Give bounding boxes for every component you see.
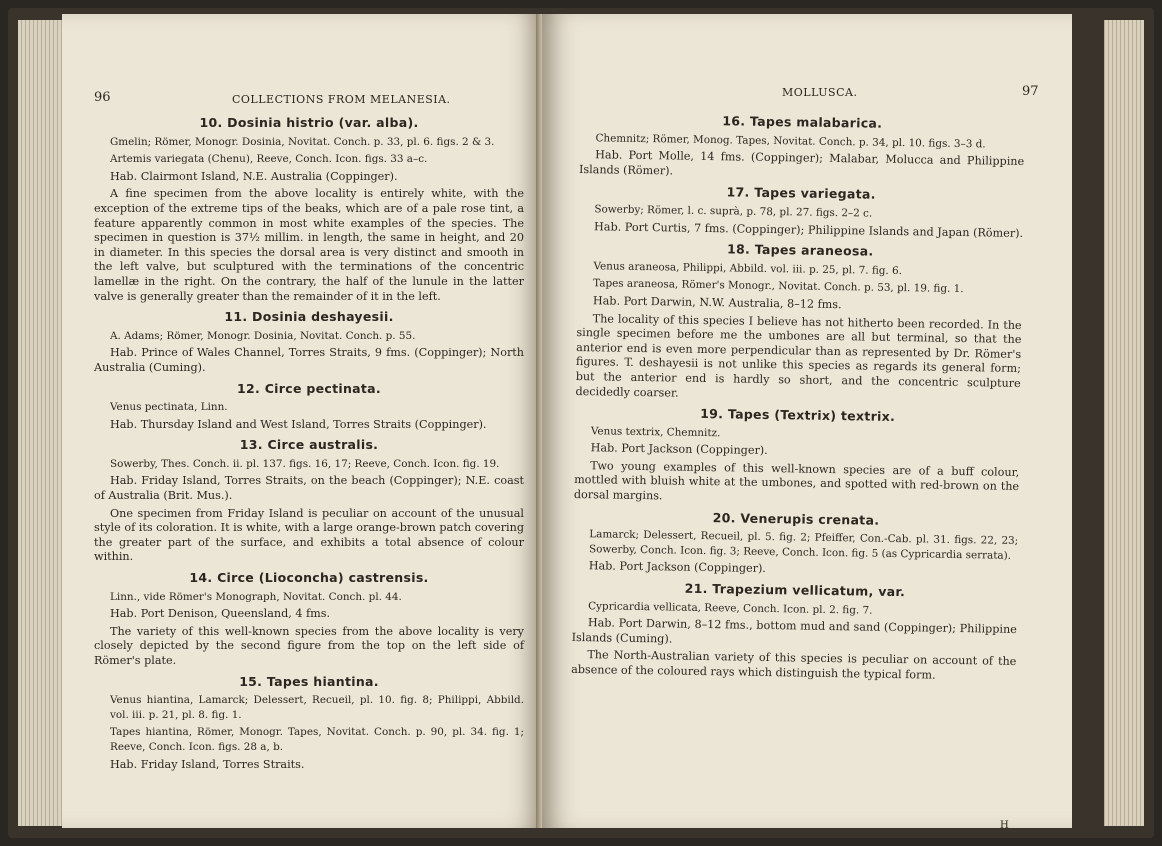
- synonymy-reference: Venus pectinata, Linn.: [110, 401, 228, 414]
- left-page-edges: [18, 20, 66, 826]
- synonymy-reference: Gmelin; Römer, Monogr. Dosinia, Novitat. Conch. p. 33, pl. 6. figs. 2 & 3.: [110, 135, 495, 148]
- description-paragraph: A fine specimen from the above locality is entirely white, with the exception of the extreme tips of the beaks, which are of a pale rose tint, a feature apparently common in most white examples of the species. The specimen in question is 37½ millim. in length, the same in height, and 20 in diameter. In this species the dorsal area is very distinct and smooth in the left valve, but sculptured with the terminations of the concentric lamellæ in the right. On the contrary, the half of the lunule in the latter valve is generally greater than the remainder of it in the left.: [94, 187, 524, 303]
- synonymy-reference: Lamarck; Delessert, Recueil, pl. 5. fig. 2; Pfeiffer, Con.-Cab. pl. 31. figs. 22, 23; Sowerby, Conch. Icon. fig. 3; Reeve, Conch. Icon. fig. 5 (as Cypricardia serrata).: [588, 528, 1019, 562]
- right-page: [542, 14, 1072, 828]
- synonymy-reference: Venus hiantina, Lamarck; Delessert, Recueil, pl. 10. fig. 8; Philippi, Abbild. vol. iii. p. 21, pl. 8. fig. 1.: [110, 694, 524, 721]
- species-heading: 18. Tapes araneosa.: [726, 241, 874, 259]
- right-page-edges: [1104, 20, 1144, 826]
- habitat-line: Hab. Friday Island, Torres Straits.: [110, 757, 305, 771]
- habitat-line: Hab. Port Curtis, 7 fms. (Coppinger); Philippine Islands and Japan (Römer).: [594, 219, 1024, 240]
- signature-mark: H: [1000, 820, 1009, 828]
- page-number: 97: [1022, 84, 1039, 99]
- running-head: COLLECTIONS FROM MELANESIA.: [232, 93, 451, 106]
- description-paragraph: The North-Australian variety of this species is peculiar on account of the absence of the coloured rays which distinguish the typical form.: [571, 648, 1017, 682]
- synonymy-reference: Venus textrix, Chemnitz.: [590, 424, 721, 439]
- species-heading: 10. Dosinia histrio (var. alba).: [199, 115, 419, 130]
- species-heading: 14. Circe (Lioconcha) castrensis.: [189, 570, 429, 586]
- species-heading: 19. Tapes (Textrix) textrix.: [700, 406, 896, 425]
- species-heading: 12. Circe pectinata.: [237, 380, 381, 396]
- habitat-line: Hab. Clairmont Island, N.E. Australia (Coppinger).: [110, 169, 398, 183]
- synonymy-reference: A. Adams; Römer, Monogr. Dosinia, Novitat. Conch. p. 55.: [110, 329, 416, 342]
- species-heading: 15. Tapes hiantina.: [239, 673, 379, 689]
- species-heading: 17. Tapes variegata.: [726, 184, 876, 203]
- species-heading: 13. Circe australis.: [239, 437, 379, 453]
- synonymy-reference: Sowerby, Thes. Conch. ii. pl. 137. figs. 16, 17; Reeve, Conch. Icon. fig. 19.: [110, 457, 500, 470]
- habitat-line: Hab. Friday Island, Torres Straits, on the beach (Coppinger); N.E. coast of Australia (Brit. Mus.).: [94, 474, 524, 503]
- habitat-line: Hab. Port Molle, 14 fms. (Coppinger); Malabar, Molucca and Philippine Islands (Römer).: [578, 148, 1025, 178]
- left-page: [62, 14, 542, 828]
- synonymy-reference: Venus araneosa, Philippi, Abbild. vol. iii. p. 25, pl. 7. fig. 6.: [593, 259, 903, 277]
- description-paragraph: One specimen from Friday Island is peculiar on account of the unusual style of its coloration. It is white, with a large orange-brown patch covering the greater part of the surface, and exhibits a total absence of colour within.: [94, 506, 524, 564]
- right-column: [571, 106, 1025, 688]
- habitat-line: Hab. Thursday Island and West Island, Torres Straits (Coppinger).: [110, 417, 487, 431]
- synonymy-reference: Tapes hiantina, Römer, Monogr. Tapes, Novitat. Conch. p. 90, pl. 34. fig. 1; Reeve, Conch. Icon. figs. 28 a, b.: [110, 726, 524, 753]
- habitat-line: Hab. Port Jackson (Coppinger).: [588, 559, 767, 576]
- left-column: [94, 110, 524, 775]
- synonymy-reference: Sowerby; Römer, l. c. suprà, p. 78, pl. 27. figs. 2–2 c.: [594, 203, 873, 220]
- running-head: MOLLUSCA.: [782, 86, 858, 99]
- habitat-line: Hab. Port Darwin, 8–12 fms., bottom mud and sand (Coppinger); Philippine Islands (Cuming).: [571, 616, 1017, 646]
- synonymy-reference: Linn., vide Römer's Monograph, Novitat. Conch. pl. 44.: [110, 590, 402, 603]
- synonymy-reference: Chemnitz; Römer, Monog. Tapes, Novitat. Conch. p. 34, pl. 10. figs. 3–3 d.: [595, 131, 986, 150]
- habitat-line: Hab. Port Denison, Queensland, 4 fms.: [110, 607, 331, 621]
- description-paragraph: The locality of this species I believe has not hitherto been recorded. In the single specimen before me the umbones are all but terminal, so that the anterior end is even more perpendicular than as represented by Dr. Römer's figures. T. deshayesii is not unlike this species as regards its general form; but the anterior end is hardly so short, and the concentric sculpture decidedly coarser.: [575, 311, 1022, 400]
- description-paragraph: The variety of this well-known species from the above locality is very closely depicted by the second figure from the top on the left side of Römer's plate.: [94, 624, 524, 667]
- habitat-line: Hab. Port Darwin, N.W. Australia, 8–12 fms.: [592, 294, 842, 312]
- description-paragraph: Two young examples of this well-known species are of a buff colour, mottled with bluish white at the umbones, and spotted with red-brown on the dorsal margins.: [573, 459, 1020, 503]
- habitat-line: Hab. Prince of Wales Channel, Torres Straits, 9 fms. (Coppinger); North Australia (Cuming).: [94, 346, 524, 374]
- synonymy-reference: Tapes araneosa, Römer's Monogr., Novitat. Conch. p. 53, pl. 19. fig. 1.: [593, 277, 964, 296]
- synonymy-reference: Cypricardia vellicata, Reeve, Conch. Icon. pl. 2. fig. 7.: [588, 599, 873, 617]
- habitat-line: Hab. Port Jackson (Coppinger).: [590, 441, 768, 458]
- species-heading: 21. Trapezium vellicatum, var.: [684, 580, 906, 600]
- synonymy-reference: Artemis variegata (Chenu), Reeve, Conch. Icon. figs. 33 a–c.: [110, 153, 428, 166]
- page-number: 96: [94, 90, 111, 105]
- species-heading: 20. Venerupis crenata.: [712, 509, 880, 528]
- species-heading: 16. Tapes malabarica.: [722, 113, 883, 131]
- species-heading: 11. Dosinia deshayesii.: [224, 309, 394, 325]
